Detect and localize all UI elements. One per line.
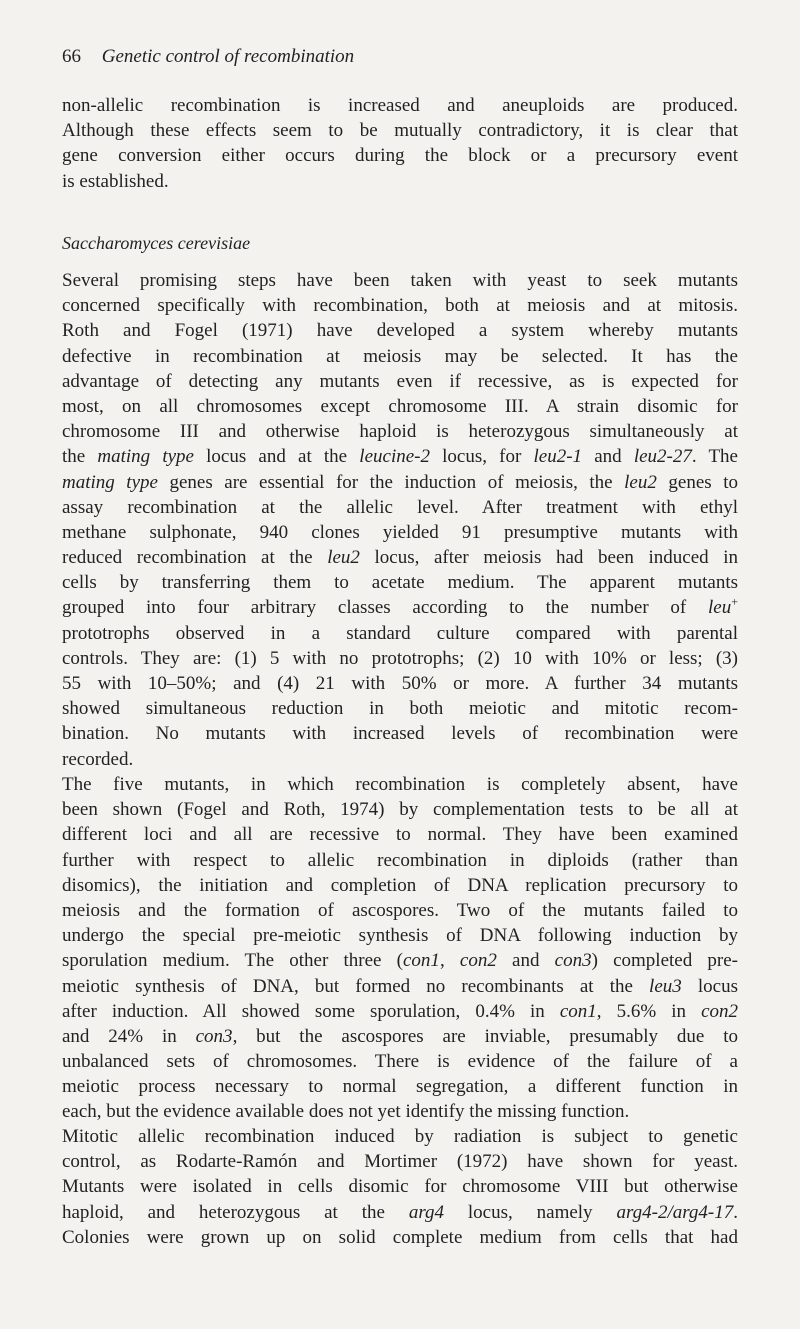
text-line: Colonies were grown up on solid complete medium from cells that had: [62, 1226, 738, 1248]
text-line: controls. They are: (1) 5 with no prototrophs; (2) 10 with 10% or less; (3): [62, 647, 738, 669]
text-line: defective in recombination at meiosis may be selected. It has the: [62, 345, 738, 367]
text-line: concerned specifically with recombination, both at meiosis and at mitosis.: [62, 295, 738, 317]
paragraph-1: [62, 268, 738, 772]
text-line: cells by transferring them to acetate medium. The apparent mutants: [62, 572, 738, 594]
paragraph-2: [62, 772, 738, 1125]
text-line: unbalanced sets of chromosomes. There is evidence of the failure of a: [62, 1051, 738, 1073]
text-line: and 24% in con3, but the ascospores are inviable, presumably due to: [62, 1025, 738, 1047]
text-line: The five mutants, in which recombination is completely absent, have: [62, 774, 738, 795]
text-line: assay recombination at the allelic level. After treatment with ethyl: [62, 496, 738, 518]
text-line: the mating type locus and at the leucine-2 locus, for leu2-1 and leu2-27. The: [62, 446, 738, 468]
text-line: Mutants were isolated in cells disomic for chromosome VIII but otherwise: [62, 1176, 738, 1198]
text-line: recorded.: [62, 748, 134, 770]
text-line: Mitotic allelic recombination induced by radiation is subject to genetic: [62, 1126, 738, 1147]
text-line: further with respect to allelic recombination in diploids (rather than: [62, 849, 738, 871]
text-line: bination. No mutants with increased levels of recombination were: [62, 723, 738, 745]
text-line: most, on all chromosomes except chromosome III. A strain disomic for: [62, 395, 738, 417]
paragraph-3: [62, 1124, 738, 1250]
text-line: control, as Rodarte-Ramón and Mortimer (1972) have shown for yeast.: [62, 1151, 738, 1173]
text-line: grouped into four arbitrary classes according to the number of leu+: [62, 595, 738, 619]
text-line: showed simultaneous reduction in both meiotic and mitotic recom-: [62, 698, 738, 720]
text-line: meiotic process necessary to normal segregation, a different function in: [62, 1076, 738, 1098]
intro-paragraph: [62, 93, 738, 194]
text-line: different loci and all are recessive to normal. They have been examined: [62, 824, 738, 846]
text-line: 55 with 10–50%; and (4) 21 with 50% or more. A further 34 mutants: [62, 673, 738, 694]
text-line: meiotic synthesis of DNA, but formed no recombinants at the leu3 locus: [62, 975, 738, 997]
text-line: after induction. All showed some sporulation, 0.4% in con1, 5.6% in con2: [62, 1000, 738, 1022]
text-line: advantage of detecting any mutants even if recessive, as is expected for: [62, 370, 738, 392]
section-heading: Saccharomyces cerevisiae: [62, 233, 251, 253]
text-line: Several promising steps have been taken with yeast to seek mutants: [62, 270, 738, 291]
text-line: prototrophs observed in a standard culture compared with parental: [62, 622, 738, 644]
text-line: each, but the evidence available does not yet identify the missing function.: [62, 1101, 630, 1123]
text-line: mating type genes are essential for the induction of meiosis, the leu2 genes to: [62, 471, 738, 493]
text-line: sporulation medium. The other three (con1, con2 and con3) completed pre-: [62, 950, 739, 972]
text-line: been shown (Fogel and Roth, 1974) by complementation tests to be all at: [62, 799, 738, 821]
text-line: Roth and Fogel (1971) have developed a system whereby mutants: [62, 320, 738, 342]
text-line: chromosome III and otherwise haploid is heterozygous simultaneously at: [62, 421, 738, 443]
page-number: 66: [62, 46, 81, 67]
text-line: is established.: [62, 170, 169, 192]
text-line: disomics), the initiation and completion of DNA replication precursory to: [62, 874, 738, 896]
text-line: haploid, and heterozygous at the arg4 locus, namely arg4-2/arg4-17.: [62, 1201, 739, 1223]
text-line: reduced recombination at the leu2 locus, after meiosis had been induced in: [62, 547, 739, 569]
text-line: Although these effects seem to be mutually contradictory, it is clear that: [62, 120, 738, 142]
running-header: [62, 46, 354, 68]
text-line: undergo the special pre-meiotic synthesis of DNA following induction by: [62, 925, 738, 947]
text-line: non-allelic recombination is increased and aneuploids are produced.: [62, 95, 738, 116]
running-title: Genetic control of recombination: [101, 46, 355, 67]
text-line: methane sulphonate, 940 clones yielded 91 presumptive mutants with: [62, 521, 738, 543]
text-line: meiosis and the formation of ascospores. Two of the mutants failed to: [62, 899, 738, 921]
text-line: gene conversion either occurs during the block or a precursory event: [62, 145, 738, 167]
